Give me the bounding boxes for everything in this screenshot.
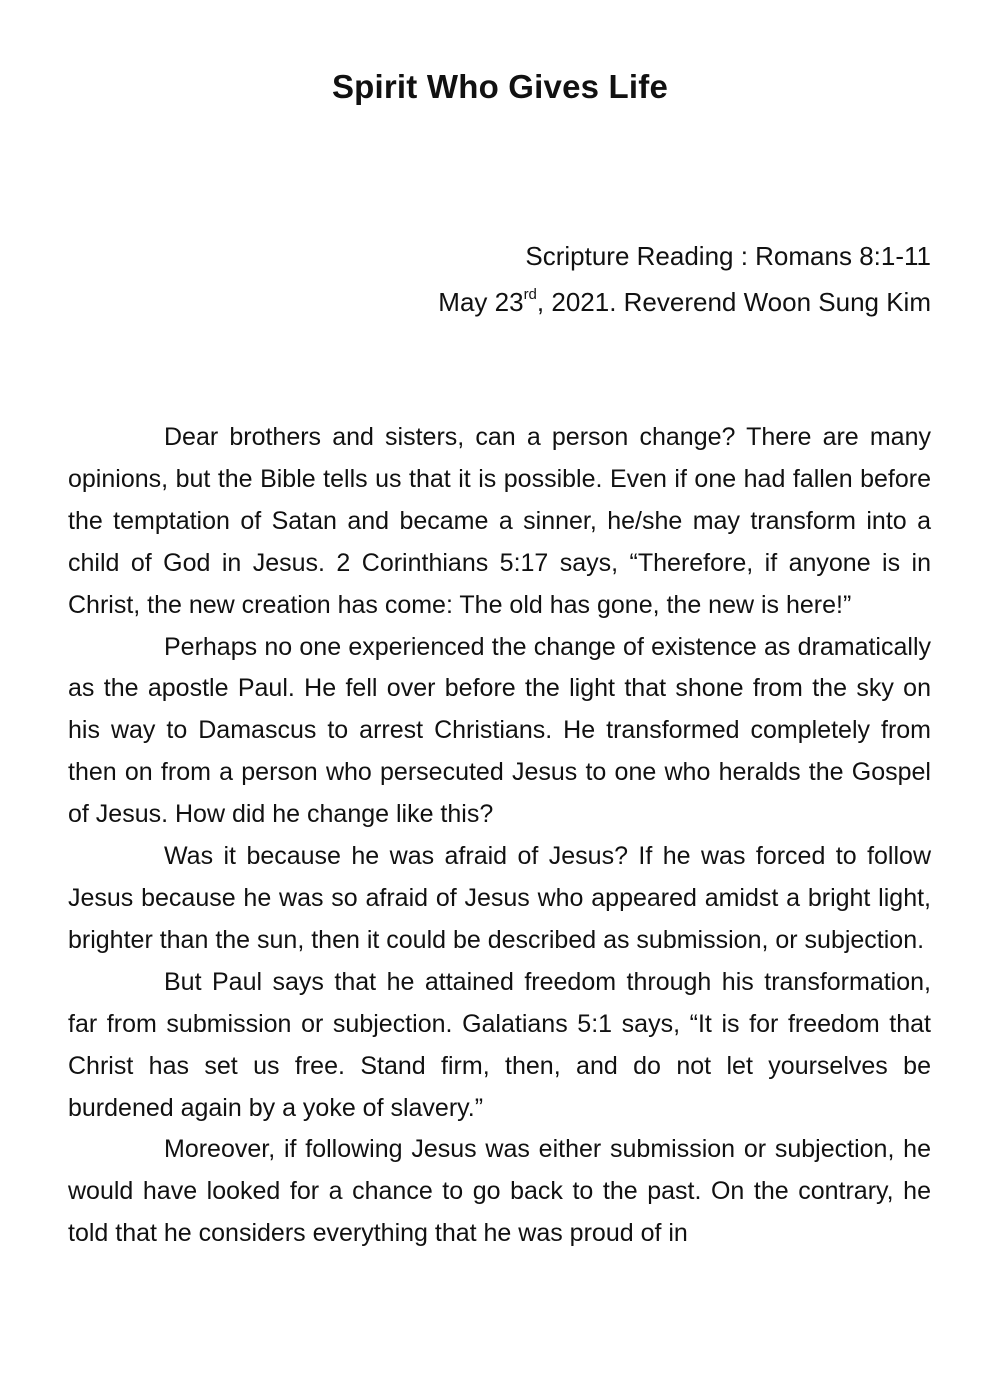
page-title: Spirit Who Gives Life (331, 68, 669, 105)
sermon-body (68, 417, 931, 1255)
date-ordinal-suffix: rd (523, 286, 537, 303)
sermon-meta (438, 233, 931, 325)
date-prefix: May 23 (438, 287, 524, 317)
paragraph-4: But Paul says that he attained freedom through his transformation, far from submission or subjection. Galatians 5:1 says, “It is for freedom that Christ has set us free. Stand firm, then, and do not let yourselves be burdened again by a yoke of slavery.” (68, 967, 931, 1122)
date-rest-author: , 2021. Reverend Woon Sung Kim (536, 287, 931, 317)
date-author-line (438, 279, 931, 325)
paragraph-5: Moreover, if following Jesus was either submission or subjection, he would have looked for a chance to go back to the past. On the contrary, he told that he considers everything that he was proud of in (68, 1135, 931, 1248)
paragraph-3: Was it because he was afraid of Jesus? If he was forced to follow Jesus because he was so afraid of Jesus who appeared amidst a bright light, brighter than the sun, then it could be described as submission, or subjection. (68, 842, 931, 954)
scripture-reading: Scripture Reading : Romans 8:1-11 (525, 241, 931, 271)
paragraph-2: Perhaps no one experienced the change of existence as dramatically as the apostle Paul. He fell over before the light that shone from the sky on his way to Damascus to arrest Christians. He transformed completely from then on from a person who persecuted Jesus to one who heralds the Gospel of Jesus. How did he change like this? (68, 632, 931, 829)
paragraph-1: Dear brothers and sisters, can a person change? There are many opinions, but the Bible tells us that it is possible. Even if one had fallen before the temptation of Satan and became a sinner, he/she may transform into a child of God in Jesus. 2 Corinthians 5:17 says, “Therefore, if anyone is in Christ, the new creation has come: The old has gone, the new is here!” (68, 423, 931, 619)
